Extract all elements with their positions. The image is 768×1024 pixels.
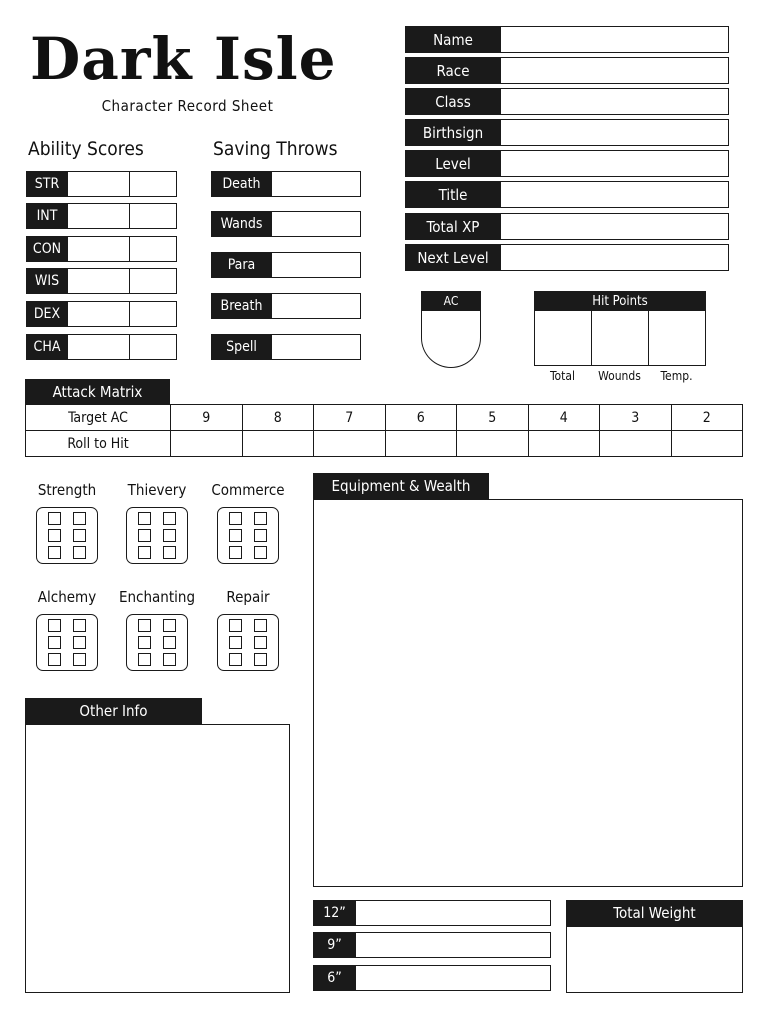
skill-commerce-pips xyxy=(217,507,279,564)
skill-pip[interactable] xyxy=(254,636,267,649)
skill-pip[interactable] xyxy=(48,546,61,559)
hp-temp-field[interactable] xyxy=(649,311,705,365)
target-ac-label: Target AC xyxy=(26,405,171,431)
skill-thievery-pips xyxy=(126,507,188,564)
roll-to-hit-label: Roll to Hit xyxy=(26,431,171,457)
save-label: Breath xyxy=(211,293,272,319)
equipment-wealth-label: Equipment & Wealth xyxy=(313,473,489,499)
hit-points-label: Hit Points xyxy=(534,291,706,311)
skill-pip[interactable] xyxy=(138,529,151,542)
roll-to-hit-cell[interactable] xyxy=(314,431,386,457)
skill-pip[interactable] xyxy=(73,512,86,525)
hp-total-caption: Total xyxy=(549,369,575,383)
save-label: Wands xyxy=(211,211,272,237)
movement-field[interactable] xyxy=(356,965,551,991)
next-level-row xyxy=(405,244,729,271)
title-row xyxy=(405,181,729,208)
roll-to-hit-cell[interactable] xyxy=(171,431,243,457)
sheet-title: Dark Isle xyxy=(30,25,337,93)
hp-wounds-field[interactable] xyxy=(592,311,649,365)
save-field[interactable] xyxy=(272,211,361,237)
save-row-wands xyxy=(211,211,361,237)
save-row-spell xyxy=(211,334,361,360)
next-level-field[interactable] xyxy=(501,244,729,271)
skill-pip[interactable] xyxy=(229,529,242,542)
skill-pip[interactable] xyxy=(254,546,267,559)
class-row xyxy=(405,88,729,115)
class-field[interactable] xyxy=(501,88,729,115)
roll-to-hit-row xyxy=(26,431,743,457)
armor-class-field[interactable] xyxy=(421,311,481,368)
skill-pip[interactable] xyxy=(163,619,176,632)
sheet-subtitle: Character Record Sheet xyxy=(101,97,274,115)
skill-pip[interactable] xyxy=(48,619,61,632)
attack-matrix-label: Attack Matrix xyxy=(25,379,170,404)
skill-enchanting-label: Enchanting xyxy=(118,588,196,606)
race-row xyxy=(405,57,729,84)
hp-total-field[interactable] xyxy=(535,311,592,365)
birthsign-label: Birthsign xyxy=(405,119,501,146)
save-field[interactable] xyxy=(272,171,361,197)
skill-repair-label: Repair xyxy=(226,588,270,606)
movement-field[interactable] xyxy=(356,900,551,926)
skill-thievery-label: Thievery xyxy=(127,481,187,499)
movement-row-12 xyxy=(313,900,551,926)
save-label: Spell xyxy=(211,334,272,360)
other-info-label: Other Info xyxy=(25,698,202,724)
birthsign-row xyxy=(405,119,729,146)
ability-score-field[interactable] xyxy=(68,171,130,197)
target-ac-cell: 2 xyxy=(671,405,743,431)
save-label: Para xyxy=(211,252,272,278)
skill-pip[interactable] xyxy=(163,529,176,542)
skill-pip[interactable] xyxy=(254,619,267,632)
movement-label: 12” xyxy=(313,900,356,926)
skill-pip[interactable] xyxy=(163,512,176,525)
skill-pip[interactable] xyxy=(138,546,151,559)
ability-score-field[interactable] xyxy=(68,268,130,294)
skill-pip[interactable] xyxy=(48,529,61,542)
skill-pip[interactable] xyxy=(73,619,86,632)
ability-row-dex xyxy=(26,301,177,327)
movement-row-6 xyxy=(313,965,551,991)
ability-label: STR xyxy=(26,171,68,197)
skill-pip[interactable] xyxy=(73,636,86,649)
ability-label: CHA xyxy=(26,334,68,360)
skill-pip[interactable] xyxy=(48,512,61,525)
roll-to-hit-cell[interactable] xyxy=(671,431,743,457)
skill-repair-pips xyxy=(217,614,279,671)
ability-label: INT xyxy=(26,203,68,229)
level-row xyxy=(405,150,729,177)
save-field[interactable] xyxy=(272,334,361,360)
ability-row-wis xyxy=(26,268,177,294)
skill-commerce-label: Commerce xyxy=(211,481,285,499)
skill-pip[interactable] xyxy=(163,636,176,649)
skill-alchemy-pips xyxy=(36,614,98,671)
target-ac-row xyxy=(26,405,743,431)
attack-matrix-table xyxy=(25,404,743,457)
save-row-breath xyxy=(211,293,361,319)
total-xp-row xyxy=(405,213,729,240)
ability-modifier-field[interactable] xyxy=(130,334,177,360)
skill-pip[interactable] xyxy=(254,653,267,666)
skill-pip[interactable] xyxy=(163,653,176,666)
total-xp-field[interactable] xyxy=(501,213,729,240)
skill-pip[interactable] xyxy=(138,636,151,649)
birthsign-field[interactable] xyxy=(501,119,729,146)
ability-modifier-field[interactable] xyxy=(130,301,177,327)
target-ac-cell: 5 xyxy=(457,405,529,431)
movement-label: 6” xyxy=(313,965,356,991)
skill-pip[interactable] xyxy=(229,512,242,525)
total-xp-label: Total XP xyxy=(405,213,501,240)
skill-pip[interactable] xyxy=(229,619,242,632)
ability-score-field[interactable] xyxy=(68,334,130,360)
skill-pip[interactable] xyxy=(163,546,176,559)
skill-pip[interactable] xyxy=(138,619,151,632)
roll-to-hit-cell[interactable] xyxy=(600,431,672,457)
save-row-death xyxy=(211,171,361,197)
skill-pip[interactable] xyxy=(48,636,61,649)
roll-to-hit-cell[interactable] xyxy=(457,431,529,457)
ability-row-con xyxy=(26,236,177,262)
movement-label: 9” xyxy=(313,932,356,958)
save-row-para xyxy=(211,252,361,278)
roll-to-hit-cell[interactable] xyxy=(242,431,314,457)
skill-pip[interactable] xyxy=(48,653,61,666)
race-label: Race xyxy=(405,57,501,84)
ability-row-cha xyxy=(26,334,177,360)
movement-row-9 xyxy=(313,932,551,958)
skill-pip[interactable] xyxy=(73,546,86,559)
level-field[interactable] xyxy=(501,150,729,177)
level-label: Level xyxy=(405,150,501,177)
skill-enchanting-pips xyxy=(126,614,188,671)
ability-modifier-field[interactable] xyxy=(130,268,177,294)
armor-class-label: AC xyxy=(421,291,481,311)
ability-scores-heading: Ability Scores xyxy=(28,138,144,160)
roll-to-hit-cell[interactable] xyxy=(385,431,457,457)
ability-label: DEX xyxy=(26,301,68,327)
name-row xyxy=(405,26,729,53)
hp-wounds-caption: Wounds xyxy=(598,369,641,383)
hp-temp-caption: Temp. xyxy=(660,369,693,383)
target-ac-cell: 8 xyxy=(242,405,314,431)
ability-label: WIS xyxy=(26,268,68,294)
race-field[interactable] xyxy=(501,57,729,84)
title-field[interactable] xyxy=(501,181,729,208)
ability-row-int xyxy=(26,203,177,229)
other-info-field[interactable] xyxy=(25,724,290,993)
save-field[interactable] xyxy=(272,293,361,319)
target-ac-cell: 6 xyxy=(385,405,457,431)
save-label: Death xyxy=(211,171,272,197)
target-ac-cell: 9 xyxy=(171,405,243,431)
name-label: Name xyxy=(405,26,501,53)
target-ac-cell: 4 xyxy=(528,405,600,431)
target-ac-cell: 7 xyxy=(314,405,386,431)
ability-score-field[interactable] xyxy=(68,301,130,327)
equipment-wealth-field[interactable] xyxy=(313,499,743,887)
name-field[interactable] xyxy=(501,26,729,53)
hit-points-box xyxy=(534,311,706,366)
total-weight-field[interactable] xyxy=(566,926,743,993)
ability-row-str xyxy=(26,171,177,197)
ability-score-field[interactable] xyxy=(68,203,130,229)
ability-label: CON xyxy=(26,236,68,262)
skill-pip[interactable] xyxy=(229,653,242,666)
skill-pip[interactable] xyxy=(229,546,242,559)
target-ac-cell: 3 xyxy=(600,405,672,431)
skill-pip[interactable] xyxy=(138,653,151,666)
title-label: Title xyxy=(405,181,501,208)
ability-modifier-field[interactable] xyxy=(130,236,177,262)
ability-modifier-field[interactable] xyxy=(130,203,177,229)
skill-pip[interactable] xyxy=(73,529,86,542)
ability-modifier-field[interactable] xyxy=(130,171,177,197)
skill-pip[interactable] xyxy=(73,653,86,666)
ability-score-field[interactable] xyxy=(68,236,130,262)
skill-pip[interactable] xyxy=(138,512,151,525)
saving-throws-heading: Saving Throws xyxy=(213,138,338,160)
total-weight-label: Total Weight xyxy=(566,900,743,926)
save-field[interactable] xyxy=(272,252,361,278)
skill-pip[interactable] xyxy=(254,529,267,542)
skill-pip[interactable] xyxy=(229,636,242,649)
roll-to-hit-cell[interactable] xyxy=(528,431,600,457)
skill-strength-pips xyxy=(36,507,98,564)
skill-alchemy-label: Alchemy xyxy=(37,588,97,606)
class-label: Class xyxy=(405,88,501,115)
skill-pip[interactable] xyxy=(254,512,267,525)
next-level-label: Next Level xyxy=(405,244,501,271)
movement-field[interactable] xyxy=(356,932,551,958)
skill-strength-label: Strength xyxy=(37,481,97,499)
